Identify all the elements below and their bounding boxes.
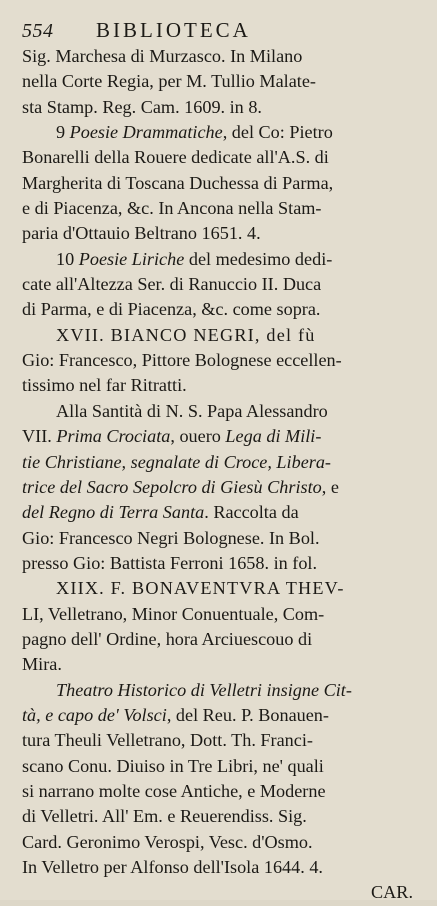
text-line (22, 551, 421, 576)
text-run: si narrano molte cose Antiche, e Moderne (22, 780, 326, 801)
text-run: , del Reu. P. Bonauen- (166, 704, 329, 725)
text-run: presso Gio: Battista Ferroni 1658. in fol. (22, 552, 318, 573)
text-run: trice del Sacro Sepolcro di Giesù Christo (22, 476, 322, 497)
text-line (22, 728, 421, 753)
text-run: di Parma, e di Piacenza, &c. come sopra. (22, 299, 321, 320)
text-line (22, 855, 421, 880)
text-run: cate all'Altezza Ser. di Ranuccio II. Duca (22, 274, 322, 295)
text-line (22, 221, 421, 246)
text-line (22, 880, 421, 905)
text-run: , e (321, 476, 339, 497)
text-line (22, 678, 421, 703)
text-line (22, 145, 421, 170)
text-run: tie Christiane, segnalate di Croce, Libera- (22, 451, 331, 472)
text-line (22, 95, 421, 120)
text-line (22, 120, 421, 145)
page-body (22, 44, 421, 906)
text-run: nella Corte Regia, per M. Tullio Malate- (22, 71, 316, 92)
text-run: Gio: Francesco Negri Bolognese. In Bol. (22, 527, 320, 548)
text-run: Lega di Mili- (225, 426, 322, 447)
text-line (22, 652, 421, 677)
text-run: 10 (56, 248, 79, 269)
text-line (22, 475, 421, 500)
text-run: tissimo nel far Ritratti. (22, 375, 187, 396)
text-line (22, 69, 421, 94)
text-line (22, 373, 421, 398)
text-line (22, 576, 421, 601)
text-run: VII. (22, 426, 57, 447)
text-line (22, 399, 421, 424)
text-run: Theatro Historico di Velletri insigne Cit- (56, 679, 352, 700)
text-run: Card. Geronimo Verospi, Vesc. d'Osmo. (22, 831, 313, 852)
text-line (22, 323, 421, 348)
text-line (22, 272, 421, 297)
text-run: Prima Crociata (56, 426, 171, 447)
text-line (22, 754, 421, 779)
text-run: di Velletri. All' Em. e Reuerendiss. Sig. (22, 806, 307, 827)
text-run: pagno dell' Ordine, hora Arciuescouo di (22, 628, 313, 649)
text-run: , ouero (170, 426, 226, 447)
text-line (22, 450, 421, 475)
text-run: scano Conu. Diuiso in Tre Libri, ne' quali (22, 755, 324, 776)
page-number: 554 (22, 20, 54, 42)
text-run: tà, e capo de' Volsci (22, 704, 167, 725)
text-run: sta Stamp. Reg. Cam. 1609. in 8. (22, 96, 262, 117)
text-run: , del Co: Pietro (222, 122, 333, 143)
text-line (22, 171, 421, 196)
text-line (22, 44, 421, 69)
page-header (20, 14, 421, 48)
text-line (22, 348, 421, 373)
running-title: BIBLIOTECA (96, 18, 251, 42)
text-line (22, 779, 421, 804)
text-run: CAR. (371, 882, 413, 903)
text-line (22, 703, 421, 728)
text-line (22, 627, 421, 652)
text-line (22, 500, 421, 525)
text-line (22, 804, 421, 829)
text-line (22, 602, 421, 627)
text-run: Alla Santità di N. S. Papa Alessandro (56, 400, 328, 421)
text-run: XIIX. F. BONAVENTVRA THEV- (56, 578, 345, 599)
text-run: del medesimo dedi- (184, 248, 333, 269)
text-line (22, 526, 421, 551)
text-run: Sig. Marchesa di Murzasco. In Milano (22, 46, 303, 66)
text-run: Poesie Drammatiche (69, 122, 223, 143)
text-run: 9 (56, 122, 70, 143)
text-run: XVII. BIANCO NEGRI, del fù (56, 324, 316, 345)
text-line (22, 196, 421, 221)
text-run: Mira. (22, 654, 62, 675)
text-run: Bonarelli della Rouere dedicate all'A.S. di (22, 147, 329, 168)
text-run: del Regno di Terra Santa (22, 502, 205, 523)
text-run: In Velletro per Alfonso dell'Isola 1644. 4. (22, 857, 323, 877)
text-run: paria d'Ottauio Beltrano 1651. 4. (22, 223, 261, 244)
text-run: . Raccolta da (204, 502, 299, 523)
text-line (22, 297, 421, 322)
text-run: Margherita di Toscana Duchessa di Parma, (22, 172, 334, 193)
text-run: e di Piacenza, &c. In Ancona nella Stam- (22, 198, 322, 219)
text-run: Gio: Francesco, Pittore Bolognese eccellen- (22, 350, 342, 371)
text-line (22, 424, 421, 449)
text-run: Poesie Liriche (78, 248, 185, 269)
text-line (22, 247, 421, 272)
text-run: tura Theuli Velletrano, Dott. Th. Franci- (22, 730, 313, 751)
text-line (22, 830, 421, 855)
text-run: LI, Velletrano, Minor Conuentuale, Com- (22, 603, 325, 624)
